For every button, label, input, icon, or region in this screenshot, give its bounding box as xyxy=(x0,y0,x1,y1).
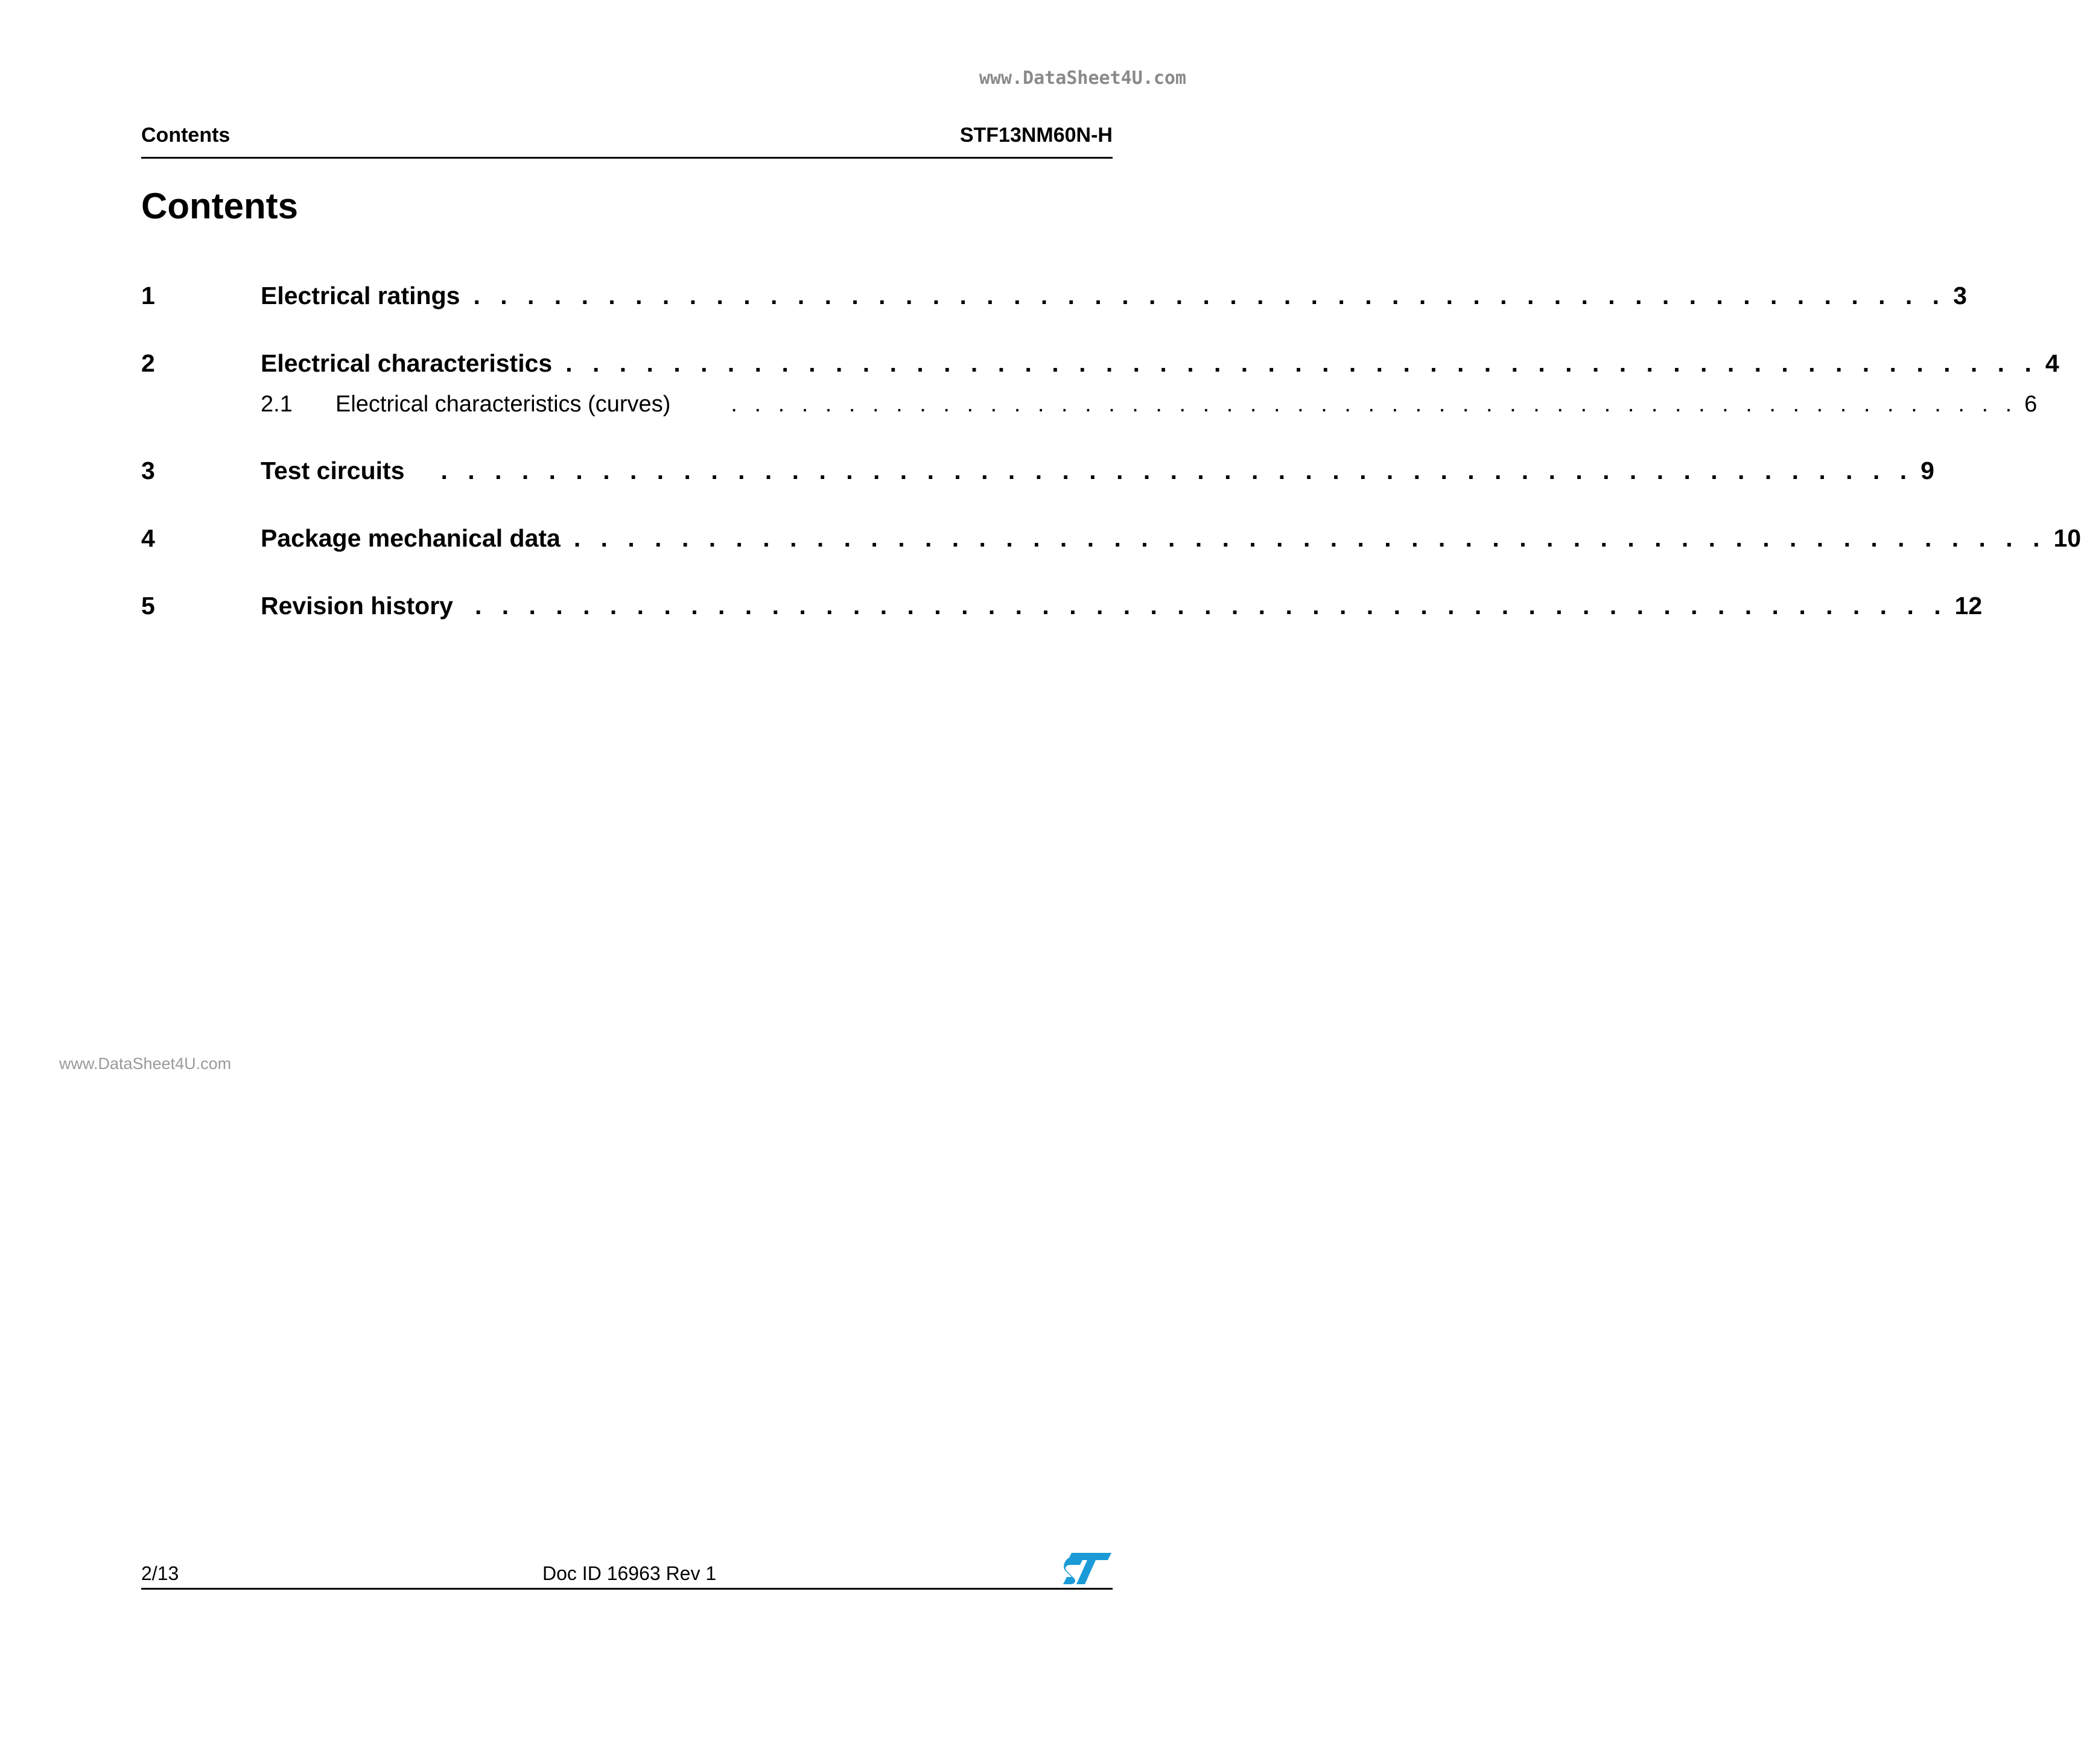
toc-dot-leader: . . . . . . . . . . . . . . . . . . . . . . . . . . . . . . . . . . . . . . . . . . . . . . . . . . . . . . . xyxy=(474,592,1948,620)
page-header xyxy=(141,121,1113,159)
toc-entry-5[interactable] xyxy=(141,588,1983,624)
footer-page-number: 2/13 xyxy=(141,1563,179,1584)
footer-doc-id: Doc ID 16963 Rev 1 xyxy=(542,1563,717,1584)
toc-entry-title: Package mechanical data xyxy=(261,524,561,552)
toc-entry-title: Electrical characteristics (curves) xyxy=(335,392,671,417)
toc-entry-page: 12 xyxy=(1954,592,1983,620)
toc-entry-page: 9 xyxy=(1921,457,1934,484)
toc-dot-leader: . . . . . . . . . . . . . . . . . . . . . . . . . . . . . . . . . . . . . . . . . . . . . . . . . . . . . . . xyxy=(565,349,2038,377)
toc-entry-2-1[interactable] xyxy=(141,387,2038,421)
toc-entry-number: 4 xyxy=(141,524,155,552)
toc-entry-2[interactable] xyxy=(141,345,2059,381)
st-logo-icon xyxy=(1062,1552,1113,1585)
toc-entry-number: 1 xyxy=(141,282,155,309)
toc-entry-number: 3 xyxy=(141,457,155,484)
page-title: Contents xyxy=(141,186,298,226)
toc-entry-page: 4 xyxy=(2045,349,2059,377)
toc-entry-title: Electrical characteristics xyxy=(261,349,553,377)
toc-entry-page: 3 xyxy=(1953,282,1967,309)
toc-entry-title: Electrical ratings xyxy=(261,282,460,309)
header-part-number: STF13NM60N-H xyxy=(959,124,1113,147)
toc-entry-number: 5 xyxy=(141,592,155,620)
toc-dot-leader: . . . . . . . . . . . . . . . . . . . . . . . . . . . . . . . . . . . . . . . . . . . . . . . . . . . . . . . xyxy=(731,392,2018,417)
toc-dot-leader: . . . . . . . . . . . . . . . . . . . . . . . . . . . . . . . . . . . . . . . . . . . . . . . . . . . . . . . xyxy=(440,457,1914,484)
toc-dot-leader: . . . . . . . . . . . . . . . . . . . . . . . . . . . . . . . . . . . . . . . . . . . . . . . . . . . . . . . xyxy=(573,524,2047,552)
watermark-middle: www.DataSheet4U.com xyxy=(59,1055,232,1073)
watermark-top: www.DataSheet4U.com xyxy=(979,68,1186,89)
toc-entry-1[interactable] xyxy=(141,278,1967,314)
toc-entry-number: 2.1 xyxy=(261,392,293,417)
toc-entry-title: Test circuits xyxy=(261,457,405,484)
toc-entry-page: 10 xyxy=(2053,524,2081,552)
toc-entry-page: 6 xyxy=(2024,392,2038,417)
page-footer xyxy=(141,1555,1113,1590)
toc-entry-number: 2 xyxy=(141,349,155,377)
toc-entry-3[interactable] xyxy=(141,452,1934,489)
toc-entry-4[interactable] xyxy=(141,520,2081,556)
toc-dot-leader: . . . . . . . . . . . . . . . . . . . . . . . . . . . . . . . . . . . . . . . . . . . . . . . . . . . . . . . xyxy=(473,282,1946,309)
toc-entry-title: Revision history xyxy=(261,592,453,620)
header-section-label: Contents xyxy=(141,124,230,147)
